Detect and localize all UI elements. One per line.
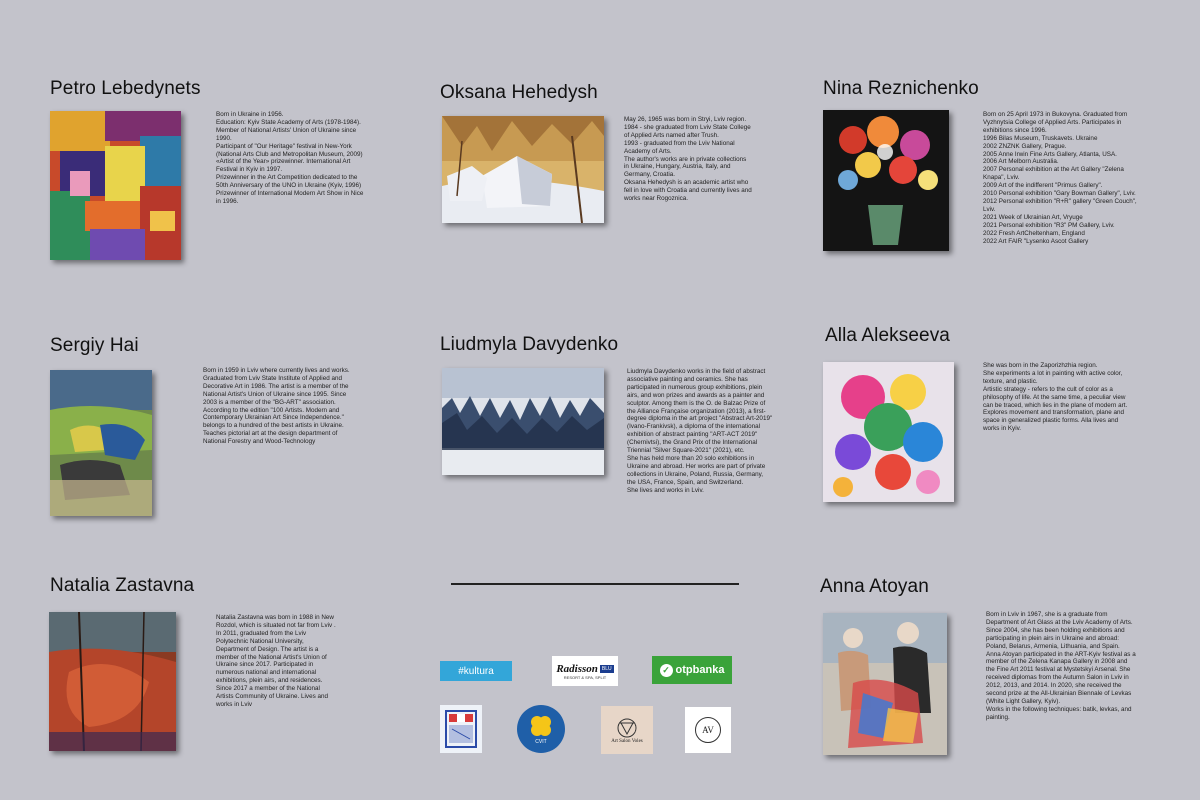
artwork-image: [823, 362, 954, 502]
bio-line: Born in 1959 in Lviv where currently lives and works. Graduated from Lviv State Institute of Applied and Decorative Art in 1986. The artist is a member of the National Artist's Union of Ukraine since 1995. Since 2003 is a member of the "BG-ART" association. According to the edition "100 Artists. Modern and Contemporary Ukrainian Art Since Independence." belongs to a hundred of the best artists in Ukraine. Teaches pictorial art at the design department of National Forestry and Wood-Technology: [203, 367, 350, 446]
art-salon-emblem-icon: [616, 717, 638, 739]
artist-name: Alla Alekseeva: [825, 325, 950, 346]
bio-line: Born in Lviv in 1967, she is a graduate from Department of Art Glass at the Lviv Academy of Arts. Since 2004, she has been holding exhibitions and participating in plein airs in Ukraine and abroad: Poland, Belarus, Armenia, Lithuania, and Spain.: [986, 611, 1133, 650]
bio-line: May 26, 1965 was born in Stryi, Lviv region.: [624, 116, 747, 123]
coat-of-arms-logo: [440, 705, 482, 753]
bio-line: 1996 Bilas Museum, Truskavets. Ukraine: [983, 134, 1098, 142]
artwork-image: [442, 368, 604, 475]
bio-line: 1984 - she graduated from Lviv State College of Applied Arts named after Trush.: [624, 123, 751, 139]
artist-name: Anna Atoyan: [820, 576, 929, 597]
bio-line: 2010 Personal exhibition "Gary Bowman Gallery", Lviv.: [983, 190, 1136, 198]
artwork-image: [823, 110, 949, 251]
art-salon-logo-text: Art Salon Voles: [611, 738, 643, 744]
artwork-image: [823, 613, 947, 755]
artwork-image: [50, 370, 152, 516]
bio-line: 2022 Fresh ArtCheltenham, England: [983, 229, 1085, 237]
bio-line: Education: Kyiv State Academy of Arts (1978-1984).: [216, 118, 361, 126]
otp-leaf-icon: ✓: [660, 664, 673, 677]
cvit-logo: [517, 705, 565, 753]
bio-line: Works in the following techniques: batik, levkas, and painting.: [986, 705, 1132, 721]
av-gallery-logo: [685, 707, 731, 753]
bio-line: Oksana Hehedysh is an academic artist who fell in love with Croatia and currently lives and works near Rogoznica.: [624, 179, 752, 203]
artist-name: Oksana Hehedysh: [440, 82, 598, 103]
bio-line: Member of National Artists' Union of Ukraine since 1990.: [216, 126, 357, 142]
bio-line: Participant of "Our Heritage" festival in New-York (National Arts Club and Metropolitan Museum, 2009): [216, 142, 363, 158]
bio-line: 1993 - graduated from the Lviv National Academy of Arts.: [624, 139, 735, 155]
otpbanka-logo-text: otpbanka: [675, 664, 725, 676]
radisson-logo-text: Radisson: [556, 662, 598, 675]
artist-bio: [216, 614, 336, 709]
artist-name: Liudmyla Davydenko: [440, 334, 619, 355]
bio-line: 2007 Personal exhibition at the Art Gallery "Zelena Knapa", Lviv.: [983, 166, 1124, 182]
artist-bio: [986, 611, 1136, 722]
bio-line: 2009 Art of the indifferent "Primus Gallery".: [983, 182, 1103, 190]
artist-bio: [203, 367, 351, 446]
bio-line: Born on 25 April 1973 in Bukovyna. Graduated from Vyzhnytsia College of Applied Arts. Participates in exhibitions since 1996.: [983, 111, 1128, 134]
cvit-logo-text: CVIT: [535, 739, 547, 745]
otpbanka-logo: [652, 656, 732, 684]
bio-line: She has held more than 20 solo exhibitions in Ukraine and abroad. Her works are part of private collections in Ukraine, Poland, Russia, Germany, the USA, France, Spain, and Switzerland.: [627, 454, 766, 486]
section-divider: [451, 583, 739, 585]
coat-of-arms-icon: [440, 705, 482, 753]
artist-name: Nina Reznichenko: [823, 78, 979, 99]
bio-line: 2021 Week of Ukrainian Art, Vryuge: [983, 213, 1083, 221]
radisson-tag: BLU: [601, 665, 612, 672]
av-logo-text: AV: [702, 725, 714, 735]
bio-line: Artistic strategy - refers to the cult of color as a philosophy of life. At the same time, a peculiar view can be traced, which lies in the plane of modern art.: [983, 385, 1128, 409]
bio-line: She lives and works in Lviv.: [627, 486, 704, 494]
bio-line: 2005 Anne Irwin Fine Arts Gallery, Atlanta, USA.: [983, 150, 1117, 158]
artist-bio: [216, 111, 368, 206]
bio-line: Born in Ukraine in 1956.: [216, 111, 284, 118]
bio-line: She experiments a lot in painting with active color, texture, and plastic.: [983, 369, 1123, 385]
kultura-logo-text: #kultura: [458, 665, 494, 677]
artist-bio: [624, 116, 752, 203]
bio-line: Explores movement and transformation, plane and space in generalized plastic forms. Alla lives and works in Kyiv.: [983, 409, 1125, 433]
radisson-subtitle: RESORT & SPA, SPLIT: [563, 674, 607, 680]
bio-line: She was born in the Zaporizhzhia region.: [983, 362, 1098, 369]
artist-name: Natalia Zastavna: [50, 575, 195, 596]
bio-line: Prizewinner in the Art Competition dedicated to the 50th Anniversary of the UNO in Ukraine (Kyiv, 1996): [216, 174, 362, 190]
bio-line: 2006 Art Melborn Australia.: [983, 158, 1059, 166]
bio-line: In 2011, graduated from the Lviv Polytechnic National University, Department of Design. The artist is a member of the National Artist's Union of Ukraine since 2017. Participated in numerous national and international exhibitions, plein airs, and residences. Since 2017 a member of the National Artists Community of Ukraine. Lives and works in Lviv: [216, 629, 328, 708]
bio-line: 2012 Personal exhibition "R+R" gallery "Green Couch", Lviv.: [983, 197, 1137, 213]
av-circle-icon: [695, 717, 721, 743]
bio-line: Natalia Zastavna was born in 1988 in New Rozdol, which is situated not far from Lviv .: [216, 614, 336, 629]
bio-line: 2021 Personal exhibition "R3" PM Gallery, Lviv.: [983, 221, 1115, 229]
art-salon-voles-logo: [601, 706, 653, 754]
radisson-logo: [552, 656, 618, 686]
artist-name: Petro Lebedynets: [50, 78, 201, 99]
bio-line: Prizewinner of International Modern Art Show in Nice in 1996.: [216, 190, 364, 205]
artwork-image: [50, 111, 181, 260]
kultura-logo: [440, 661, 512, 681]
bio-line: The author's works are in private collections in Ukraine, Hungary, Austria, Italy, and Germany, Croatia.: [624, 155, 747, 179]
clover-icon: [528, 713, 554, 739]
artwork-image: [442, 116, 604, 223]
artist-bio: [983, 362, 1133, 433]
artist-bio: [983, 111, 1140, 245]
artwork-image: [49, 612, 176, 751]
bio-line: Liudmyla Davydenko works in the field of abstract associative painting and ceramics. She has participated in numerous group exhibitions, plein airs, and won prizes and awards as a painter and sculptor. Among them is the O. de Balzac Prize of the Alliance Française organization (2013), a first-degree diploma in the art project "Abstract Art-2019" (Ivano-Frankivsk), a diploma of the international exhibition of abstract painting "ART-ACT 2019" (Chernivtsi), the Grand Prix of the International Triennial "Silver Square-2021" (2021), etc.: [627, 368, 773, 455]
bio-line: Anna Atoyan participated in the ART-Kyiv festival as a member of the Zelena Kanapa Gallery in 2008 and the Fine Art 2011 festival at Mystetskyi Arsenal. She received diplomas from the Autumn Salon in Lviv in 2012, 2013, and 2014. In 2020, she received the second prize at the All-Ukrainian Biennale of Levkas (White Light Gallery, Kyiv).: [986, 650, 1136, 705]
bio-line: «Artist of the Year» prizewinner. International Art Festival in Kyiv in 1997.: [216, 158, 351, 174]
bio-line: 2022 Art FAIR "Lysenko Ascot Gallery: [983, 237, 1089, 245]
artist-bio: [627, 368, 773, 495]
artist-name: Sergiy Hai: [50, 335, 139, 356]
bio-line: 2002 ZNZNK Gallery, Prague.: [983, 142, 1067, 150]
